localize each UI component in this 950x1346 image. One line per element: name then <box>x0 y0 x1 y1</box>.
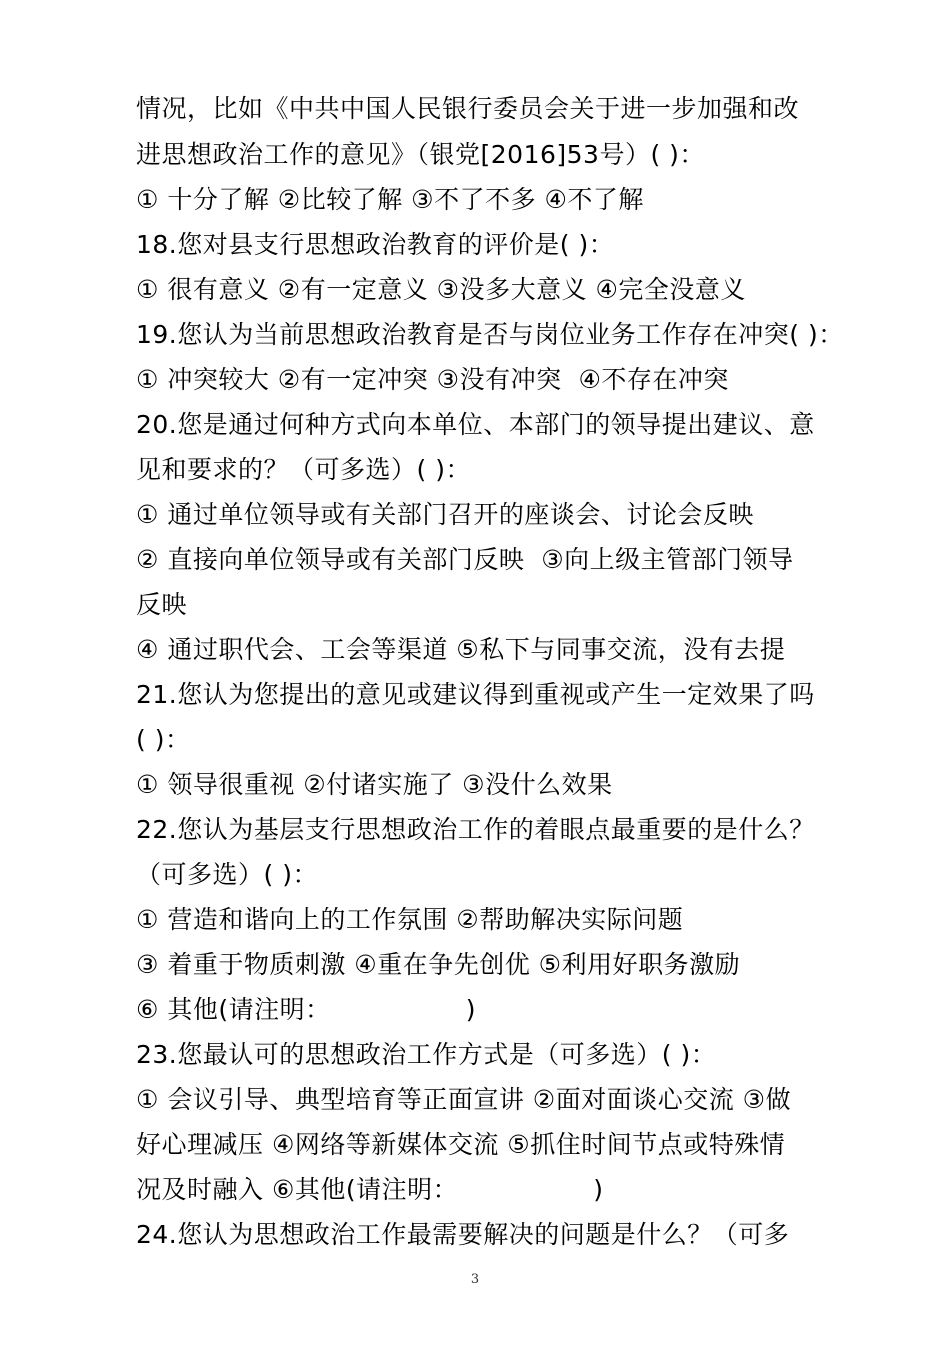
text-line: ① 领导很重视 ②付诸实施了 ③没什么效果 <box>136 770 613 799</box>
text-line: （可多选）( )： <box>136 860 318 889</box>
text-line: 好心理减压 ④网络等新媒体交流 ⑤抓住时间节点或特殊情 <box>136 1130 786 1159</box>
text-line: 情况，比如《中共中国人民银行委员会关于进一步加强和改 <box>136 94 800 123</box>
text-line: ② 直接向单位领导或有关部门反映 ③向上级主管部门领导 <box>136 545 794 574</box>
text-line: ⑥ 其他(请注明： ) <box>136 995 477 1024</box>
text-line: ③ 着重于物质刺激 ④重在争先创优 ⑤利用好职务激励 <box>136 950 741 979</box>
text-line: ① 十分了解 ②比较了解 ③不了不多 ④不了解 <box>136 185 644 214</box>
question-22: 22.您认为基层支行思想政治工作的着眼点最重要的是什么？ <box>136 815 815 844</box>
text-line: 反映 <box>136 590 188 619</box>
text-line: ① 很有意义 ②有一定意义 ③没多大意义 ④完全没意义 <box>136 275 746 304</box>
text-line: ① 营造和谐向上的工作氛围 ②帮助解决实际问题 <box>136 905 684 934</box>
text-line: 况及时融入 ⑥其他(请注明： ) <box>136 1175 604 1204</box>
text-line: 见和要求的？（可多选）( )： <box>136 455 471 484</box>
page-number: 3 <box>470 1272 480 1287</box>
question-19: 19.您认为当前思想政治教育是否与岗位业务工作存在冲突( )： <box>136 320 844 349</box>
question-20: 20.您是通过何种方式向本单位、本部门的领导提出建议、意 <box>136 410 815 439</box>
text-line: ( )： <box>136 725 191 754</box>
text-line: ① 会议引导、典型培育等正面宣讲 ②面对面谈心交流 ③做 <box>136 1085 792 1114</box>
text-line: 进思想政治工作的意见》（银党[2016]53号）( )： <box>136 140 705 169</box>
question-23: 23.您最认可的思想政治工作方式是（可多选）( )： <box>136 1040 717 1069</box>
text-line: ④ 通过职代会、工会等渠道 ⑤私下与同事交流，没有去提 <box>136 635 786 664</box>
text-line: ① 冲突较大 ②有一定冲突 ③没有冲突 ④不存在冲突 <box>136 365 729 394</box>
question-18: 18.您对县支行思想政治教育的评价是( )： <box>136 230 615 259</box>
text-line: ① 通过单位领导或有关部门召开的座谈会、讨论会反映 <box>136 500 754 529</box>
question-21: 21.您认为您提出的意见或建议得到重视或产生一定效果了吗 <box>136 680 815 709</box>
question-24: 24.您认为思想政治工作最需要解决的问题是什么？（可多 <box>136 1220 790 1249</box>
